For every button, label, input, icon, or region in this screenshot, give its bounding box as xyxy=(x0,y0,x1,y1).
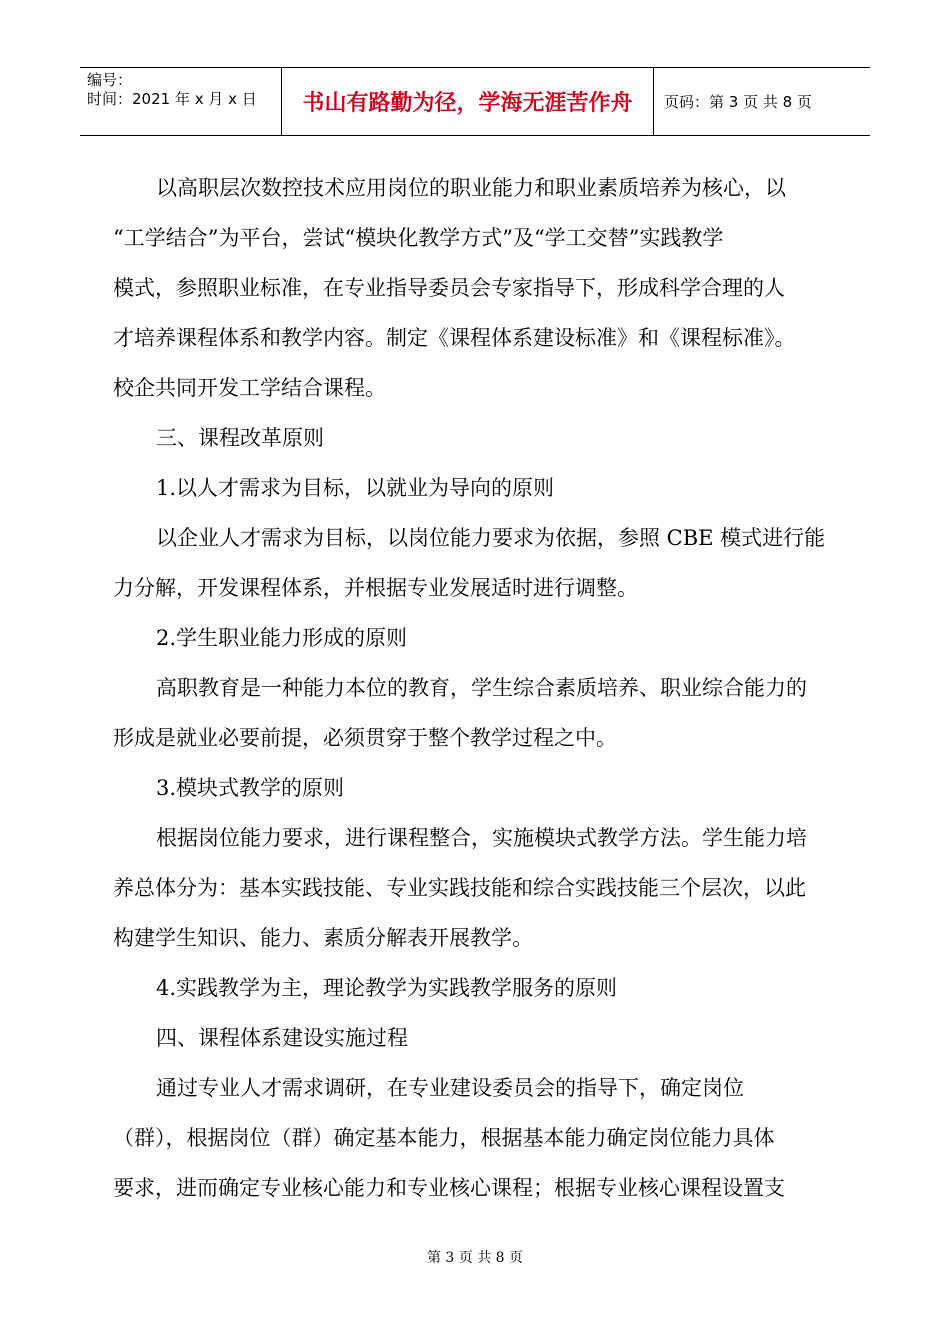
body-line: 以企业人才需求为目标，以岗位能力要求为依据，参照 CBE 模式进行能 xyxy=(156,526,826,550)
body-line: （群），根据岗位（群）确定基本能力，根据基本能力确定岗位能力具体 xyxy=(113,1126,775,1150)
body-line: 力分解，开发课程体系，并根据专业发展适时进行调整。 xyxy=(113,576,638,600)
page-footer: 第 3 页 共 8 页 xyxy=(426,1250,524,1266)
body-line: 通过专业人才需求调研，在专业建设委员会的指导下，确定岗位 xyxy=(156,1076,744,1100)
document-body xyxy=(113,163,843,1213)
subsection-heading: 1.以人才需求为目标，以就业为导向的原则 xyxy=(156,476,555,500)
body-line: 要求，进而确定专业核心能力和专业核心课程；根据专业核心课程设置支 xyxy=(113,1176,785,1200)
section-heading: 四、课程体系建设实施过程 xyxy=(156,1026,408,1050)
body-line: 才培养课程体系和教学内容。制定《课程体系建设标准》和《课程标准》。 xyxy=(113,326,796,350)
subsection-heading: 3.模块式教学的原则 xyxy=(156,776,345,800)
body-line: 养总体分为：基本实践技能、专业实践技能和综合实践技能三个层次，以此 xyxy=(113,876,806,900)
body-line: 模式，参照职业标准，在专业指导委员会专家指导下，形成科学合理的人 xyxy=(113,276,785,300)
body-line: “工学结合”为平台，尝试“模块化教学方式”及“学工交替”实践教学 xyxy=(113,226,724,250)
section-heading: 三、课程改革原则 xyxy=(156,426,324,450)
body-line: 高职教育是一种能力本位的教育，学生综合素质培养、职业综合能力的 xyxy=(156,676,807,700)
header-motto: 书山有路勤为径，学海无涯苦作舟 xyxy=(281,68,654,135)
document-header xyxy=(80,67,870,136)
body-line: 构建学生知识、能力、素质分解表开展教学。 xyxy=(113,926,533,950)
body-line: 校企共同开发工学结合课程。 xyxy=(113,376,386,400)
header-time-label: 时间：2021 年 x 月 x 日 xyxy=(87,90,257,108)
subsection-heading: 4.实践教学为主，理论教学为实践教学服务的原则 xyxy=(156,976,618,1000)
body-line: 形成是就业必要前提，必须贯穿于整个教学过程之中。 xyxy=(113,726,617,750)
header-page-info: 页码：第 3 页 共 8 页 xyxy=(664,93,812,111)
body-line: 以高职层次数控技术应用岗位的职业能力和职业素质培养为核心，以 xyxy=(156,176,786,200)
body-line: 根据岗位能力要求，进行课程整合，实施模块式教学方法。学生能力培 xyxy=(156,826,807,850)
header-meta xyxy=(80,68,281,135)
subsection-heading: 2.学生职业能力形成的原则 xyxy=(156,626,408,650)
header-number-label: 编号： xyxy=(87,71,133,89)
